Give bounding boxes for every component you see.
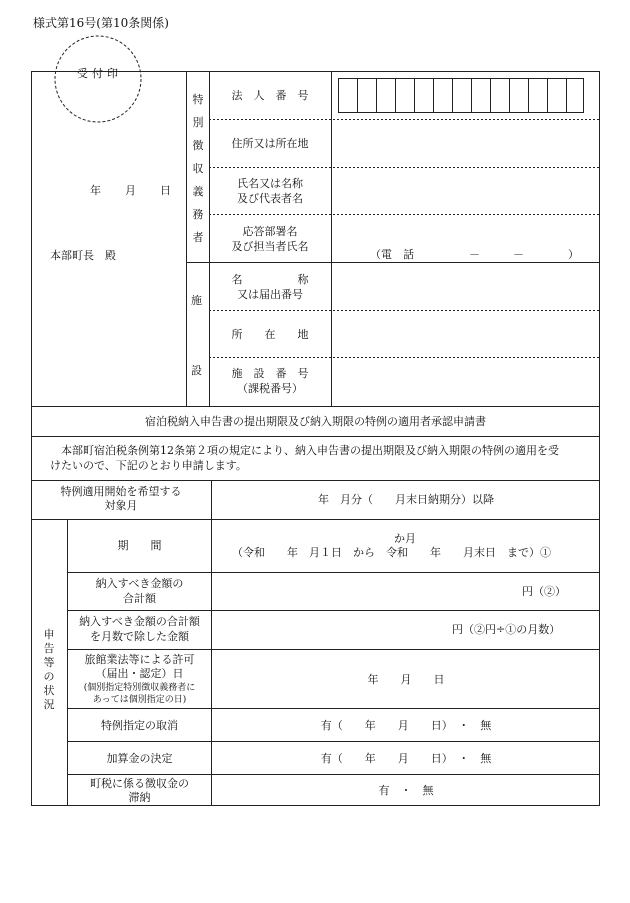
body-text-line2: けたいので、下記のとおり申請します。 — [50, 459, 247, 472]
permit-label-line3: (個別指定特別徴収義務者に — [83, 683, 196, 693]
status-vertical-label: 申 告 等 の 状 況 — [43, 628, 55, 711]
date-month: 月 — [125, 184, 136, 197]
stamp-label: 受付印 — [77, 67, 122, 80]
surcharge-label: 加算金の決定 — [106, 752, 173, 765]
revoke-value[interactable]: 有（ 年 月 日） ・ 無 — [320, 719, 492, 732]
facility-name-label-line2: 又は届出番号 — [237, 288, 303, 301]
collector-vertical-label: 特 別 徴 収 義 務 者 — [192, 93, 204, 244]
facility-label-char2: 設 — [191, 364, 202, 377]
monthly-label-line1: 納入すべき金額の合計額 — [79, 615, 200, 628]
start-month-label-line1: 特例適用開始を希望する — [60, 485, 182, 498]
contact-label-line1: 応答部署名 — [242, 225, 298, 238]
period-label: 期 間 — [117, 539, 162, 552]
form-number-label: 様式第16号(第10条関係) — [33, 16, 169, 30]
arrears-label-line1: 町税に係る徴収金の — [90, 777, 189, 790]
surcharge-value[interactable]: 有（ 年 月 日） ・ 無 — [320, 752, 492, 765]
permit-label-line2: （届出・認定）日 — [95, 667, 184, 680]
corp-number-boxes[interactable] — [338, 78, 584, 113]
facility-location-field[interactable] — [332, 311, 599, 357]
date-year: 年 — [90, 184, 101, 197]
permit-label-line1: 旅館業法等による許可 — [84, 653, 195, 666]
monthly-value[interactable]: 円（②円÷①の月数） — [452, 623, 561, 636]
facility-number-label-line2: （課税番号） — [237, 382, 303, 395]
name-label-line2: 及び代表者名 — [237, 192, 303, 205]
permit-label-line4: あっては個別指定の日) — [92, 695, 187, 705]
facility-location-label: 所 在 地 — [231, 328, 309, 341]
date-day: 日 — [160, 184, 171, 197]
monthly-label-line2: を月数で除した金額 — [90, 630, 189, 643]
name-label-line1: 氏名又は名称 — [237, 177, 303, 190]
total-value[interactable]: 円（②） — [522, 585, 566, 598]
phone-label: （電 話 － － ） — [370, 248, 579, 261]
start-month-value[interactable]: 年 月分（ 月末日納期分）以降 — [318, 493, 494, 506]
facility-name-label-line1: 名 称 — [231, 273, 309, 286]
permit-value[interactable]: 年 月 日 — [367, 673, 445, 686]
address-label: 住所又は所在地 — [231, 137, 309, 150]
facility-label-char1: 施 — [191, 294, 202, 307]
name-field[interactable] — [332, 168, 599, 214]
total-label-line2: 合計額 — [123, 592, 156, 605]
arrears-value[interactable]: 有 ・ 無 — [378, 784, 434, 797]
form-title: 宿泊税納入申告書の提出期限及び納入期限の特例の適用者承認申請書 — [145, 415, 486, 428]
facility-name-field[interactable] — [332, 263, 599, 310]
start-month-label-line2: 対象月 — [104, 499, 138, 512]
corp-number-label: 法 人 番 号 — [231, 89, 309, 102]
period-months[interactable]: か月 — [394, 532, 416, 545]
revoke-label: 特例指定の取消 — [101, 719, 178, 732]
arrears-label-line2: 滞納 — [128, 791, 151, 804]
total-label-line1: 納入すべき金額の — [95, 577, 184, 590]
contact-label-line2: 及び担当者氏名 — [231, 240, 309, 253]
body-text-line1: 本部町宿泊税条例第12条第２項の規定により、納入申告書の提出期限及び納入期限の特例の適用を受 — [50, 444, 559, 457]
facility-number-label-line1: 施 設 番 号 — [231, 367, 309, 380]
address-field[interactable] — [332, 120, 599, 167]
period-range[interactable]: （令和 年 月１日 から 令和 年 月末日 まで）① — [232, 546, 551, 559]
facility-number-field[interactable] — [332, 358, 599, 406]
addressee: 本部町長 殿 — [50, 249, 116, 262]
